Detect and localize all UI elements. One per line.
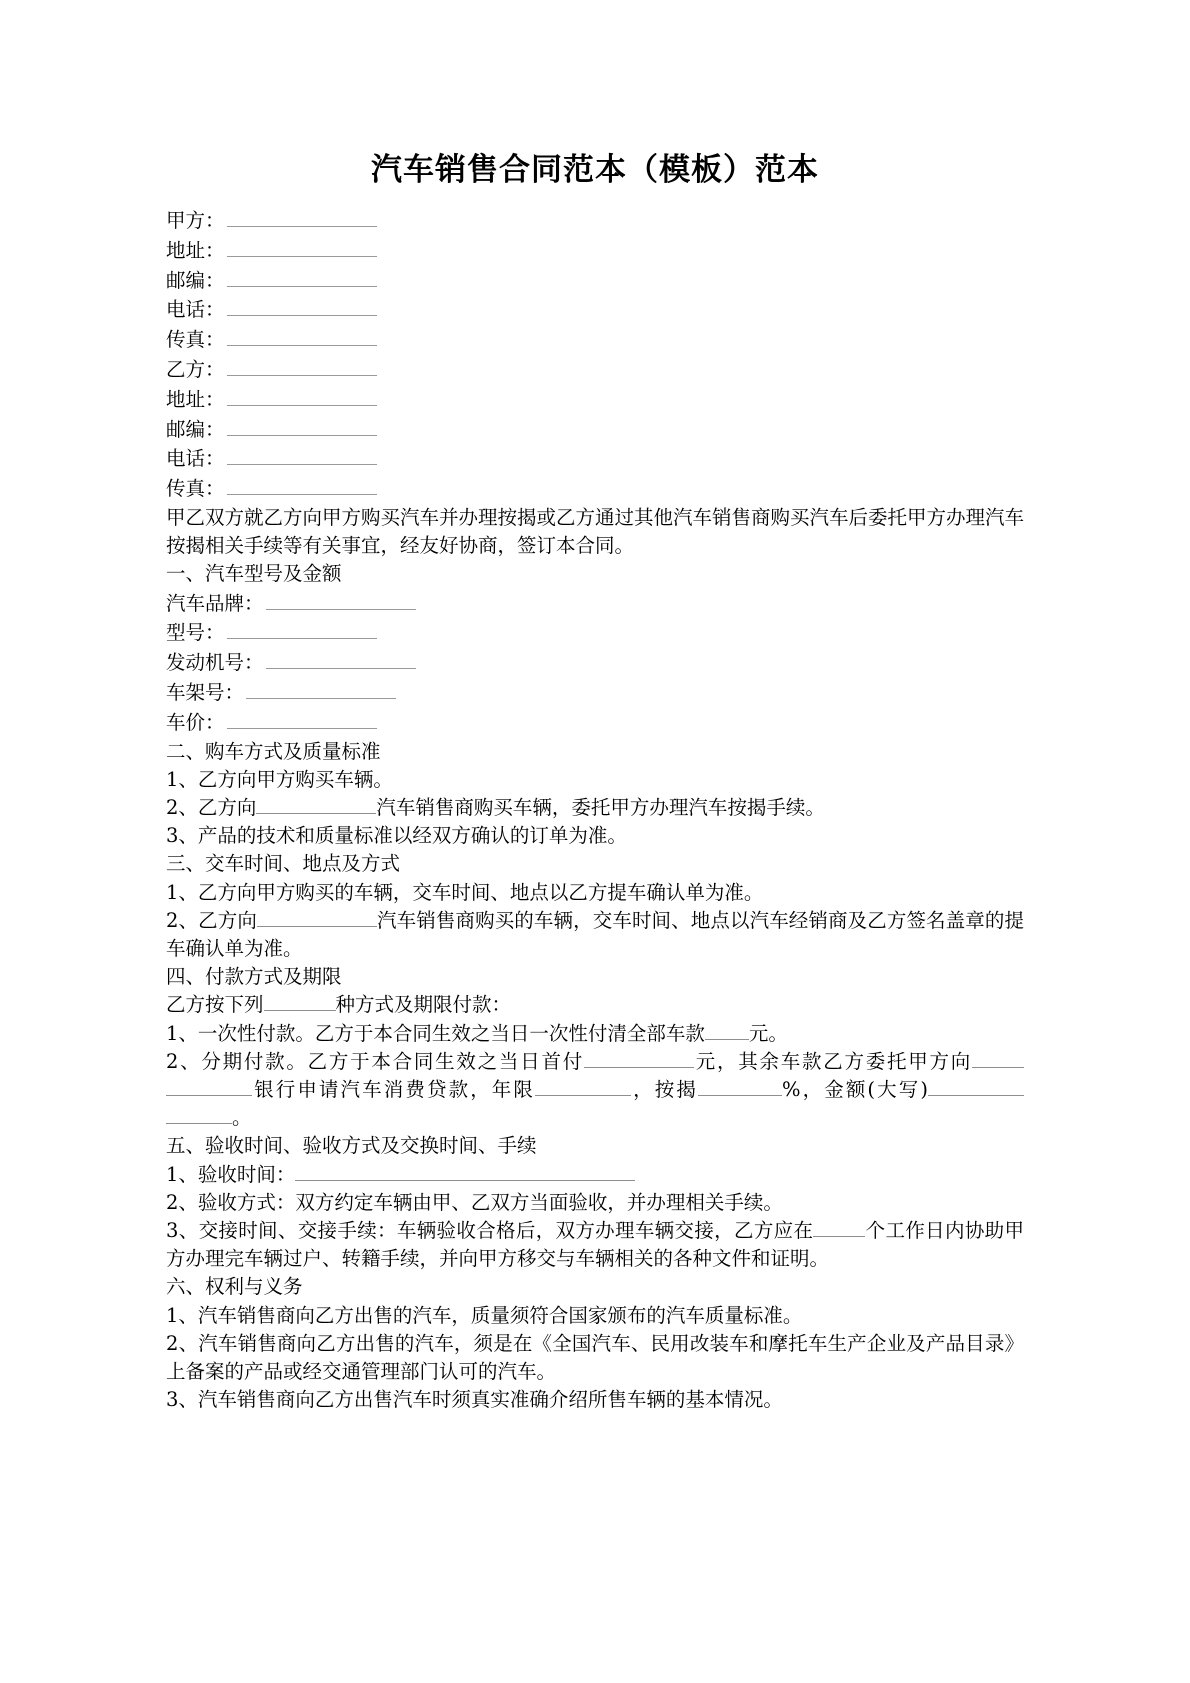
section-5-item-1-label: 1、验收时间：	[166, 1162, 296, 1186]
field-row-price	[166, 708, 1024, 738]
party-fields-block	[166, 206, 1024, 504]
section-3-item-2	[166, 907, 1024, 963]
preamble-paragraph: 甲乙双方就乙方向甲方购买汽车并办理按揭或乙方通过其他汽车销售商购买汽车后委托甲方办理汽车按揭相关手续等有关事宜，经友好协商，签订本合同。	[166, 505, 1025, 558]
field-row-phone-1	[166, 295, 1024, 325]
section-4-item-2-blank-term[interactable]	[535, 1081, 631, 1096]
section-4-item-2-p2: 元，其余车款乙方委托甲方向	[693, 1049, 972, 1073]
section-4-intro-suffix: 种方式及期限付款：	[335, 993, 512, 1017]
section-3-heading: 三、交车时间、地点及方式	[166, 852, 401, 876]
section-5-item-3	[166, 1217, 1024, 1273]
page-title: 汽车销售合同范本（模板）范本	[371, 152, 819, 188]
field-blank-phone-1[interactable]	[227, 300, 377, 316]
section-4-item-2-blank-downpayment[interactable]	[584, 1053, 694, 1068]
field-label: 汽车品牌：	[166, 591, 264, 615]
section-4-item-2-p1: 2、分期付款。乙方于本合同生效之当日首付	[166, 1049, 584, 1073]
field-row-fax-1	[166, 325, 1024, 355]
section-5-item-1-blank[interactable]	[295, 1166, 635, 1181]
section-4-item-1-prefix: 1、一次性付款。乙方于本合同生效之当日一次性付清全部车款	[166, 1021, 705, 1045]
field-label: 发动机号：	[166, 651, 264, 675]
section-4-item-2-p6: 。	[232, 1106, 252, 1130]
field-row-phone-2	[166, 444, 1024, 474]
section-4-item-2-blank-bank[interactable]	[166, 1081, 252, 1096]
field-row-model	[166, 618, 1024, 648]
section-4-item-2-blank-amount-2[interactable]	[166, 1109, 232, 1124]
field-row-postcode-1	[166, 266, 1024, 296]
field-label: 地址：	[166, 238, 225, 262]
field-blank-postcode-1[interactable]	[227, 271, 377, 287]
field-blank-address-1[interactable]	[227, 241, 377, 257]
field-blank-fax-2[interactable]	[227, 479, 377, 495]
field-blank-engine-no[interactable]	[266, 653, 416, 669]
section-4-heading: 四、付款方式及期限	[166, 965, 342, 989]
section-4-item-1-suffix: 元。	[748, 1021, 788, 1045]
section-4-intro-blank[interactable]	[264, 996, 336, 1011]
field-label: 电话：	[166, 298, 225, 322]
field-blank-model[interactable]	[227, 623, 377, 639]
section-5-item-1	[166, 1161, 1024, 1189]
section-4-item-2-p3: 银行申请汽车消费贷款，年限	[252, 1078, 536, 1101]
field-blank-vin[interactable]	[246, 683, 396, 699]
section-6-item-2: 2、汽车销售商向乙方出售的汽车，须是在《全国汽车、民用改装车和摩托车生产企业及产品目录》上备案的产品或经交通管理部门认可的汽车。	[166, 1331, 1024, 1384]
section-6-heading: 六、权利与义务	[166, 1275, 303, 1299]
section-2-item-2	[166, 794, 1024, 822]
field-blank-jiafang[interactable]	[227, 211, 377, 227]
field-row-fax-2	[166, 474, 1024, 504]
section-4-item-2	[166, 1048, 1024, 1133]
section-4-item-2-blank-bank-pre[interactable]	[972, 1053, 1024, 1068]
field-blank-postcode-2[interactable]	[227, 420, 377, 436]
section-5-item-3-prefix: 3、交接时间、交接手续：车辆验收合格后，双方办理车辆交接，乙方应在	[166, 1219, 814, 1243]
field-row-engine-no	[166, 648, 1024, 678]
field-label: 车架号：	[166, 680, 245, 704]
section-6-item-3: 3、汽车销售商向乙方出售汽车时须真实准确介绍所售车辆的基本情况。	[166, 1388, 783, 1412]
section-5-item-2: 2、验收方式：双方约定车辆由甲、乙双方当面验收，并办理相关手续。	[166, 1190, 783, 1214]
section-4-item-2-p5: %，金额(大写)	[781, 1078, 928, 1101]
section-3-item-2-suffix: 汽车销售商购买的车辆，交车时间、地点以汽车经销商及乙方签名盖章的提车确认单为准。	[166, 908, 1024, 960]
section-3-item-1: 1、乙方向甲方购买的车辆，交车时间、地点以乙方提车确认单为准。	[166, 880, 764, 904]
field-row-jiafang	[166, 206, 1024, 236]
section-2-heading: 二、购车方式及质量标准	[166, 739, 381, 763]
section-2-item-3: 3、产品的技术和质量标准以经双方确认的订单为准。	[166, 824, 627, 848]
field-label: 传真：	[166, 328, 225, 352]
section-5-item-3-suffix: 个工作日内协助甲方办理完车辆过户、转籍手续，并向甲方移交与车辆相关的各种文件和证明。	[166, 1219, 1024, 1271]
section-4-intro-prefix: 乙方按下列	[166, 993, 264, 1017]
section-4-item-1	[166, 1020, 1024, 1048]
field-row-postcode-2	[166, 415, 1024, 445]
section-3-item-2-prefix: 2、乙方向	[166, 908, 257, 932]
section-4-item-2-p4: ，按揭	[631, 1078, 698, 1101]
field-label: 邮编：	[166, 268, 225, 292]
field-label: 甲方：	[166, 209, 225, 232]
field-label: 型号：	[166, 621, 225, 645]
section-2-item-1: 1、乙方向甲方购买车辆。	[166, 767, 393, 791]
field-blank-price[interactable]	[227, 713, 377, 729]
section-1-heading: 一、汽车型号及金额	[166, 562, 342, 586]
section-2-item-2-prefix: 2、乙方向	[166, 795, 257, 819]
section-5-heading: 五、验收时间、验收方式及交换时间、手续	[166, 1134, 537, 1158]
section-5-item-3-blank[interactable]	[813, 1222, 865, 1237]
field-blank-yifang[interactable]	[227, 360, 377, 376]
field-label: 地址：	[166, 387, 225, 411]
document-body	[166, 206, 1024, 1414]
field-blank-phone-2[interactable]	[227, 449, 377, 465]
section-4-item-2-blank-rate[interactable]	[698, 1081, 782, 1096]
field-label: 乙方：	[166, 357, 225, 381]
field-row-brand	[166, 589, 1024, 619]
field-row-vin	[166, 678, 1024, 708]
field-row-address-1	[166, 236, 1024, 266]
field-label: 电话：	[166, 447, 225, 471]
field-label: 邮编：	[166, 417, 225, 441]
section-2-item-2-blank[interactable]	[256, 799, 376, 814]
section-6-item-1: 1、汽车销售商向乙方出售的汽车，质量须符合国家颁布的汽车质量标准。	[166, 1303, 803, 1327]
section-4-item-2-blank-amount-1[interactable]	[928, 1081, 1024, 1096]
field-blank-brand[interactable]	[266, 594, 416, 610]
vehicle-fields-block	[166, 589, 1024, 738]
field-row-yifang	[166, 355, 1024, 385]
field-blank-fax-1[interactable]	[227, 330, 377, 346]
field-row-address-2	[166, 385, 1024, 415]
section-2-item-2-suffix: 汽车销售商购买车辆，委托甲方办理汽车按揭手续。	[376, 795, 825, 819]
section-4-intro	[166, 991, 1024, 1019]
section-3-item-2-blank[interactable]	[257, 912, 377, 927]
section-4-item-1-blank[interactable]	[705, 1025, 749, 1040]
field-blank-address-2[interactable]	[227, 390, 377, 406]
field-label: 车价：	[166, 710, 225, 734]
field-label: 传真：	[166, 477, 225, 501]
